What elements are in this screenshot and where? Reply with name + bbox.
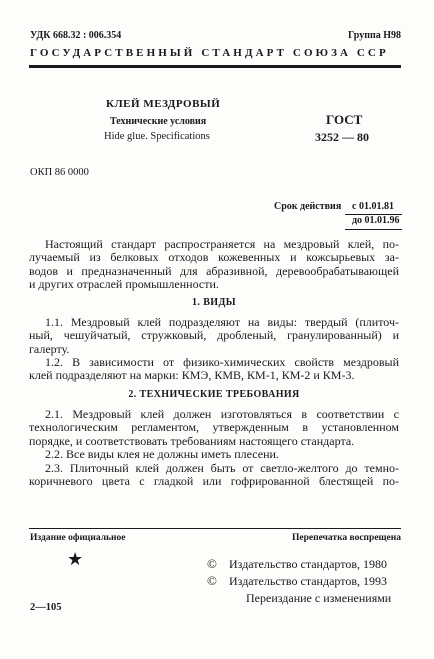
text-line: и других отраслей промышленности.: [29, 277, 219, 292]
text-line: водов и предназначенный для абразивной, деревообрабатывающей: [29, 263, 399, 278]
text-line: 1.1. Мездровый клей подразделяют на виды: твердый (плиточ-: [45, 315, 399, 329]
validity-rule-bottom: [345, 229, 402, 230]
footer-rule: [29, 528, 401, 529]
copyright-1980: Издательство стандартов, 1980: [229, 557, 387, 571]
intro-paragraph: [29, 238, 399, 292]
text-line: 2.2. Все виды клея не должны иметь плесени.: [45, 447, 279, 461]
validity-label: Срок действия: [274, 201, 342, 212]
text-line: Настоящий стандарт распространяется на мездровый клей, по-: [45, 237, 399, 251]
copyright-icon: ©: [207, 556, 217, 571]
paragraph-1-2: [29, 356, 399, 383]
paragraph-1-1: [29, 316, 399, 356]
official-edition: Издание официальное: [30, 533, 126, 543]
header-rule: [29, 65, 401, 68]
paragraph-2-1: [29, 408, 399, 448]
copyright-1993: Издательство стандартов, 1993: [229, 574, 387, 588]
text-line: 2.3. Плиточный клей должен быть от светло-желтого до темно-: [45, 461, 399, 475]
text-line: клей подразделяют на марки: КМЭ, КМВ, КМ-1, КМ-2 и КМ-3.: [29, 368, 355, 383]
text-line: 1.2. В зависимости от физико-химических свойств мездровый: [45, 355, 399, 369]
gost-label: ГОСТ: [326, 112, 363, 127]
okp-code: ОКП 86 0000: [30, 167, 89, 178]
paragraph-2-3: [29, 462, 399, 489]
text-line: ный, чешуйчатый, стружковый, дробленый, гранулированный) и: [29, 328, 399, 343]
star-icon: ★: [67, 549, 84, 569]
english-title: Hide glue. Specifications: [104, 131, 210, 142]
gost-number: 3252 — 80: [315, 130, 369, 144]
text-line: технологическим регламентом, утвержденным в установленном: [29, 420, 399, 435]
text-line: коричневого цвета с гладкой или гофрированной блестящей по-: [29, 474, 399, 489]
text-line: лучаемый из белковых отходов кожевенных и кожсырьевых за-: [29, 250, 399, 265]
section-heading-2: 2. ТЕХНИЧЕСКИЕ ТРЕБОВАНИЯ: [128, 389, 300, 400]
text-line: 2.1. Мездровый клей должен изготовляться в соответствии с: [45, 407, 399, 421]
section-heading-1: 1. ВИДЫ: [192, 297, 236, 308]
state-standard-title: ГОСУДАРСТВЕННЫЙ СТАНДАРТ СОЮЗА ССР: [30, 47, 389, 59]
page-code: 2—105: [30, 602, 62, 613]
paragraph-2-2: [29, 448, 399, 461]
document-subtitle: Технические условия: [110, 116, 207, 127]
copyright-icon: ©: [207, 573, 217, 588]
reprint-prohibited: Перепечатка воспрещена: [291, 533, 401, 543]
text-line: порядке, и соответствовать требованиям настоящего стандарта.: [29, 433, 355, 448]
group-code: Группа Н98: [348, 30, 401, 41]
reissue-note: Переиздание с изменениями: [246, 591, 392, 605]
udk-code: УДК 668.32 : 006.354: [30, 30, 122, 41]
document-title: КЛЕЙ МЕЗДРОВЫЙ: [106, 98, 221, 110]
validity-from: с 01.01.81: [352, 201, 394, 212]
validity-to: до 01.01.96: [352, 215, 400, 226]
text-line: галерту.: [29, 341, 70, 356]
